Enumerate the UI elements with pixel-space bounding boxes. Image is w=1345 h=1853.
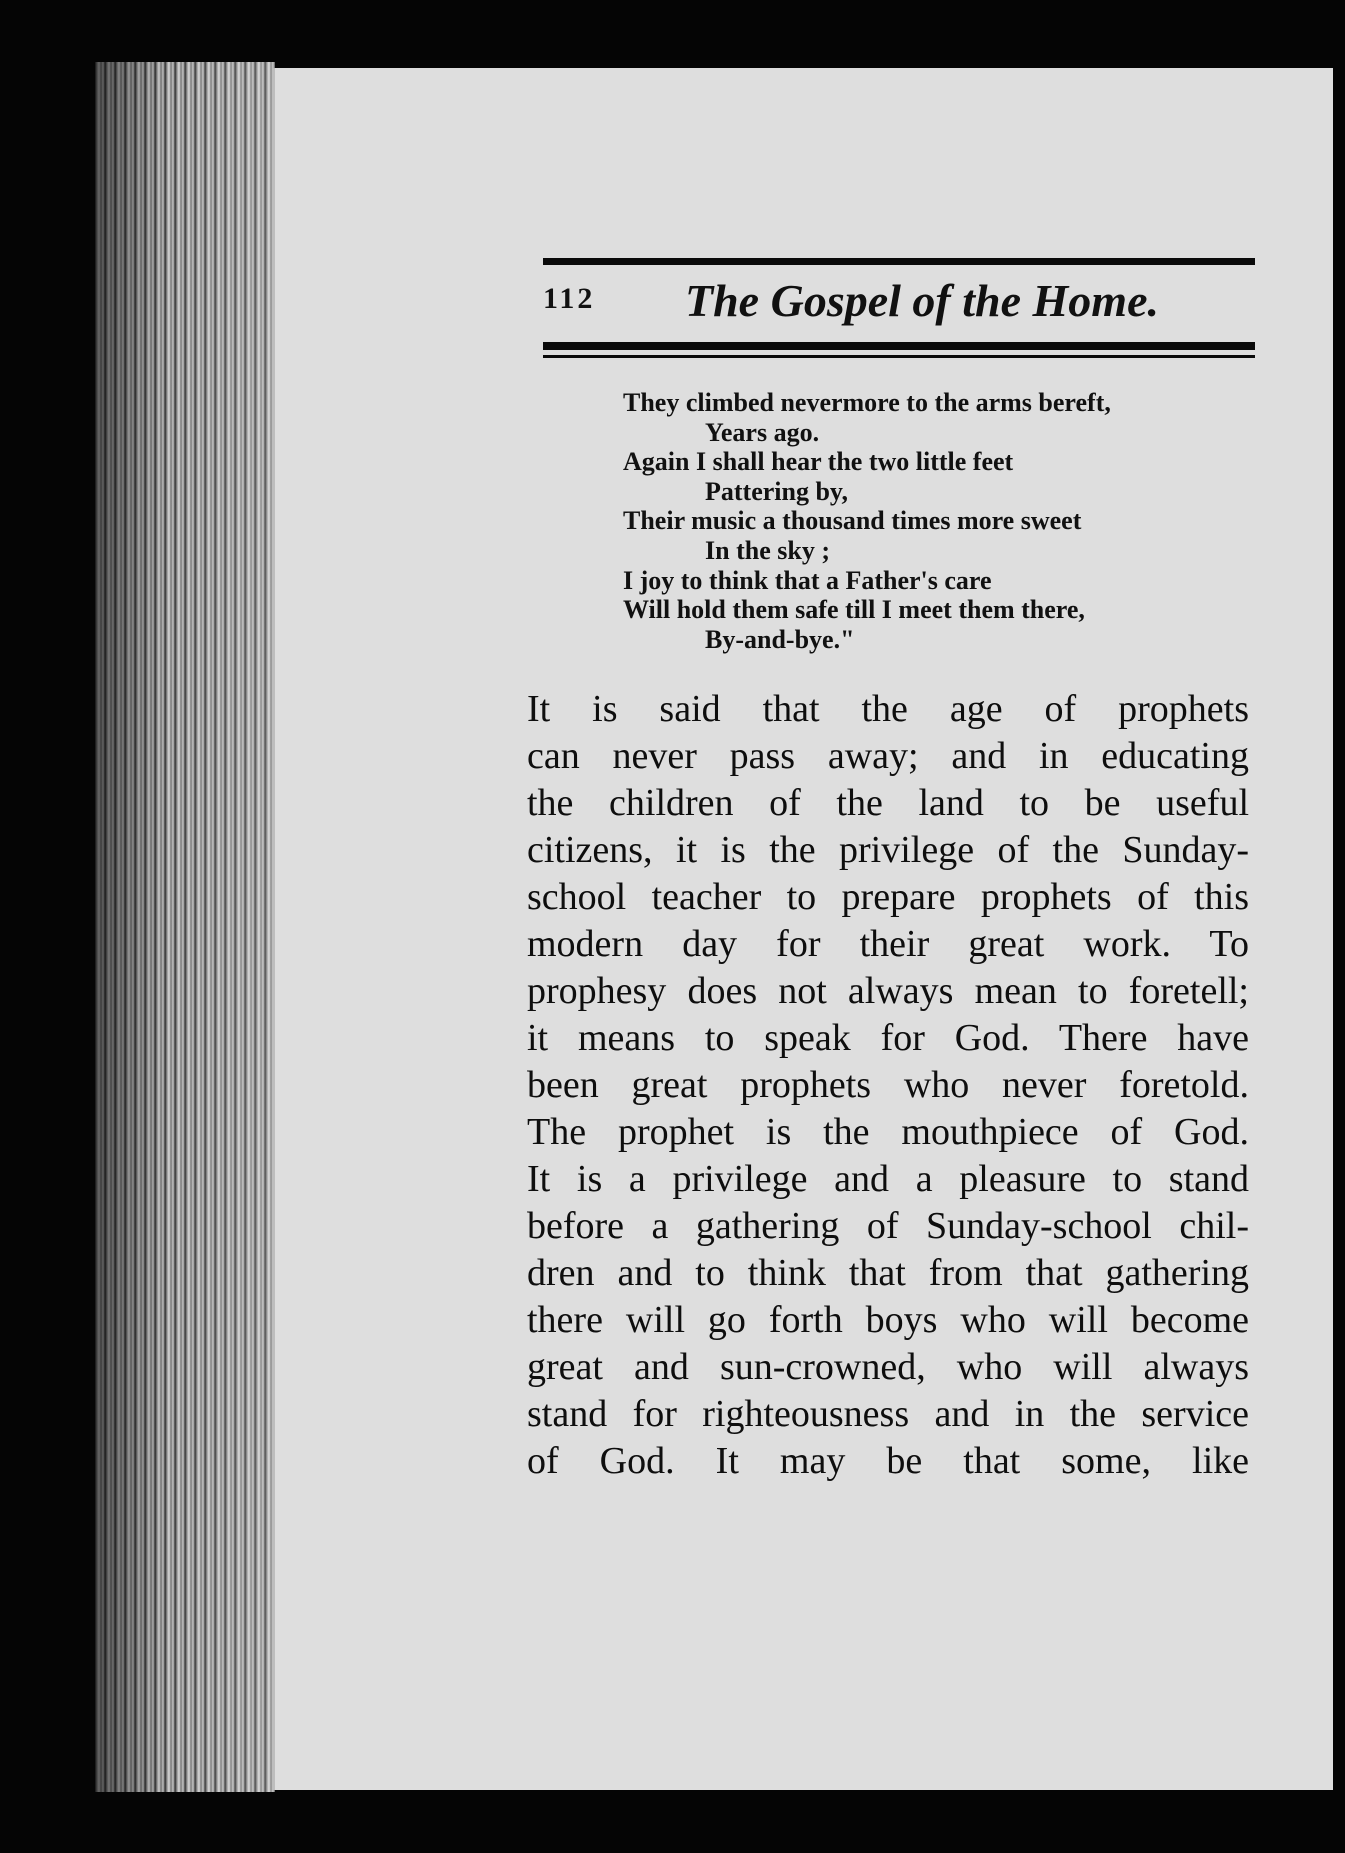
paragraph-line: The prophet is the mouthpiece of God.	[527, 1111, 1249, 1153]
header-rule-bottom	[543, 342, 1255, 350]
paragraph-line: of God. It may be that some, like	[527, 1440, 1249, 1482]
poem-line: They climbed nevermore to the arms bereft,	[623, 388, 1111, 417]
paragraph-line: it means to speak for God. There have	[527, 1017, 1249, 1059]
poem-line: By-and-bye."	[705, 624, 855, 654]
body-paragraph	[527, 686, 1249, 1485]
page-number: 112	[543, 282, 596, 315]
paragraph-line: stand for righteousness and in the service	[527, 1393, 1249, 1435]
paragraph-line: school teacher to prepare prophets of this	[527, 876, 1249, 918]
poem-line: I joy to think that a Father's care	[623, 565, 992, 595]
paragraph-line: It is said that the age of prophets	[527, 688, 1249, 730]
header-rule-top	[543, 258, 1255, 265]
poem-line: In the sky ;	[705, 535, 830, 565]
paragraph-line: great and sun-crowned, who will always	[527, 1346, 1249, 1388]
poem-line: Pattering by,	[705, 476, 848, 506]
poem-stanza	[623, 388, 1243, 654]
paragraph-line: there will go forth boys who will become	[527, 1299, 1249, 1341]
paragraph-line: dren and to think that from that gathering	[527, 1252, 1249, 1294]
paragraph-line: modern day for their great work. To	[527, 923, 1249, 965]
header-rule-thin	[543, 355, 1255, 358]
poem-line: Will hold them safe till I meet them there,	[623, 595, 1085, 625]
running-header	[543, 274, 1255, 334]
book-page	[272, 68, 1333, 1790]
running-title: The Gospel of the Home.	[685, 275, 1159, 326]
page-edges-shadow	[95, 62, 275, 1792]
paragraph-line: It is a privilege and a pleasure to stand	[527, 1158, 1249, 1200]
paragraph-line: the children of the land to be useful	[527, 782, 1249, 824]
paragraph-line: been great prophets who never foretold.	[527, 1064, 1249, 1106]
paragraph-line: citizens, it is the privilege of the Sunday-	[527, 829, 1249, 871]
poem-line: Years ago.	[705, 417, 820, 447]
paragraph-line: before a gathering of Sunday-school chil-	[527, 1205, 1249, 1247]
paragraph-line: prophesy does not always mean to foretell;	[527, 970, 1249, 1012]
poem-line: Their music a thousand times more sweet	[623, 506, 1082, 536]
paragraph-line: can never pass away; and in educating	[527, 735, 1249, 777]
poem-line: Again I shall hear the two little feet	[623, 447, 1014, 477]
